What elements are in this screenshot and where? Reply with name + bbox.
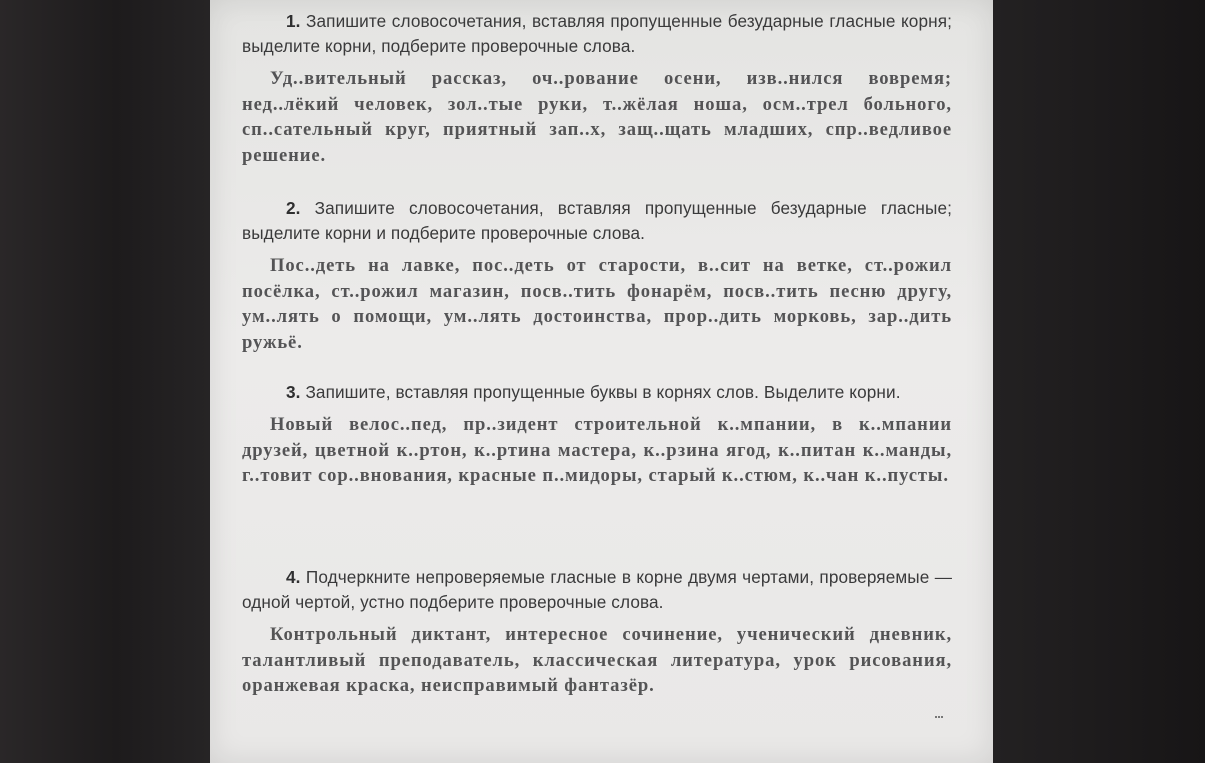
exercise-4-words: Контрольный диктант, интересное сочинение, ученический дневник, талантливый преподаватель, классическая литература, урок рисования, оранжевая краска, неисправимый фантазёр. [242, 624, 952, 697]
textbook-page [210, 0, 993, 763]
screen-background-left [0, 0, 210, 763]
exercise-2 [242, 196, 952, 355]
exercise-1-task [242, 9, 952, 59]
exercise-4-task [242, 565, 952, 615]
exercise-1-words: Уд..вительный рассказ, оч..рование осени, изв..нился вовремя; нед..лёкий человек, зол..тые руки, т..жёлая ноша, осм..трел больного, сп..сательный круг, приятный зап..х, защ..щать младших, спр..ведливое решение. [242, 68, 952, 166]
exercise-4 [242, 565, 952, 699]
exercise-3-instruction: Запишите, вставляя пропущенные буквы в корнях слов. Выделите корни. [305, 382, 901, 402]
exercise-2-instruction: Запишите словосочетания, вставляя пропущенные безударные гласные; выделите корни и подберите проверочные слова. [242, 198, 952, 243]
exercise-3-number: 3. [286, 382, 301, 402]
exercise-1-number: 1. [286, 11, 301, 31]
exercise-1-instruction: Запишите словосочетания, вставляя пропущенные безударные гласные корня; выделите корни, подберите проверочные слова. [242, 11, 952, 56]
exercise-2-task [242, 196, 952, 246]
exercise-4-instruction: Подчеркните непроверяемые гласные в корне двумя чертами, проверяемые — одной чертой, устно подберите проверочные слова. [242, 567, 952, 612]
screen-background-right [993, 0, 1205, 763]
exercise-3 [242, 380, 952, 489]
exercise-3-words: Новый велос..пед, пр..зидент строительной к..мпании, в к..мпании друзей, цветной к..ртон, к..ртина мастера, к..рзина ягод, к..питан к..манды, г..товит сор..внования, красные п..мидоры, старый к..стюм, к..чан к..пусты. [242, 414, 952, 487]
exercise-4-number: 4. [286, 567, 301, 587]
exercise-2-number: 2. [286, 198, 301, 218]
page-corner-mark [935, 716, 943, 721]
exercise-2-words: Пос..деть на лавке, пос..деть от старости, в..сит на ветке, ст..рожил посёлка, ст..рожил магазин, посв..тить фонарём, посв..тить песню другу, ум..лять о помощи, ум..лять достоинства, прор..дить морковь, зар..дить ружьё. [242, 255, 952, 353]
exercise-1 [242, 9, 952, 168]
exercise-3-task [242, 380, 952, 405]
